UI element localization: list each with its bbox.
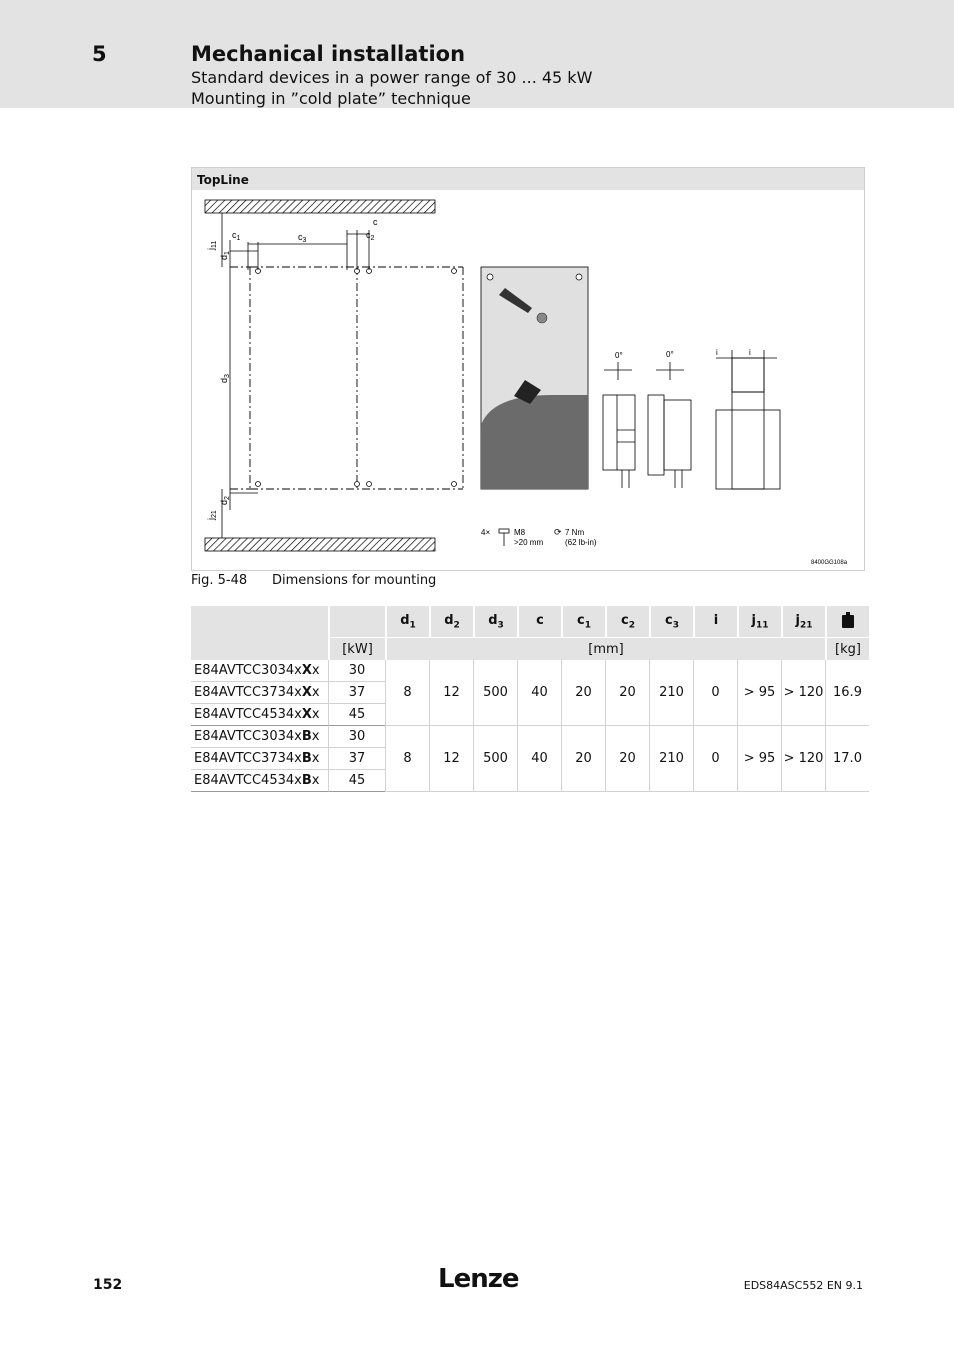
- model-cell: E84AVTCC3034xBx: [191, 726, 328, 748]
- header-c1: $c_1$: [561, 606, 605, 637]
- header-blank-kw: [328, 606, 385, 637]
- value-c2: 20: [605, 660, 649, 726]
- label-i-2: i: [749, 348, 751, 357]
- screw-count: 4×: [481, 528, 491, 537]
- table-row: [191, 660, 869, 682]
- page-number: 152: [93, 1277, 123, 1293]
- subtitle-power-range: Standard devices in a power range of 30 ... 45 kW: [191, 68, 593, 87]
- value-d3: 500: [473, 726, 517, 792]
- value-c1: 20: [561, 660, 605, 726]
- value-c: 40: [517, 660, 561, 726]
- subtitle-mounting: Mounting in ”cold plate” technique: [191, 89, 471, 108]
- figure-caption-text: Dimensions for mounting: [272, 573, 437, 588]
- label-d3: $d_3$: [219, 374, 231, 383]
- wall-hatch-top: [205, 200, 435, 213]
- label-d2: $d_2$: [219, 496, 231, 505]
- header-d2: $d_2$: [429, 606, 473, 637]
- angle-arrows: [604, 362, 684, 380]
- label-c1: $c_1$: [232, 230, 241, 242]
- label-c3: $c_3$: [298, 232, 307, 244]
- value-d2: 12: [429, 660, 473, 726]
- side-view-1: [603, 395, 635, 488]
- label-i-1: i: [716, 348, 718, 357]
- kw-cell: 45: [328, 704, 385, 726]
- value-d3: 500: [473, 660, 517, 726]
- header-c: c: [517, 606, 561, 637]
- front-view: [716, 350, 780, 489]
- value-j11: > 95: [737, 660, 781, 726]
- label-j11: $j_{11}$: [206, 240, 218, 250]
- kw-cell: 37: [328, 748, 385, 770]
- value-d1: 8: [385, 660, 429, 726]
- value-kg: 16.9: [825, 660, 869, 726]
- value-d1: 8: [385, 726, 429, 792]
- torque-imperial: (62 lb-in): [565, 538, 597, 547]
- figure-header: [192, 168, 864, 190]
- drawing-id: 8400GG108a: [811, 560, 848, 566]
- torque-icon: ⟳: [554, 527, 562, 537]
- mounting-outline: [230, 267, 463, 489]
- model-cell: E84AVTCC3734xXx: [191, 682, 328, 704]
- header-c3: $c_3$: [649, 606, 693, 637]
- figure-caption-number: Fig. 5-48: [191, 573, 248, 588]
- header-band: [0, 0, 954, 108]
- unit-kg: [kg]: [825, 637, 869, 660]
- table-header-row: [191, 606, 869, 637]
- torque-value: 7 Nm: [565, 528, 585, 537]
- label-angle-1: 0°: [615, 351, 623, 360]
- header-d3: $d_3$: [473, 606, 517, 637]
- paste-blob-icon: [537, 313, 547, 323]
- kw-cell: 30: [328, 726, 385, 748]
- screw-length: >20 mm: [514, 538, 544, 547]
- model-cell: E84AVTCC4534xBx: [191, 770, 328, 792]
- value-kg: 17.0: [825, 726, 869, 792]
- model-cell: E84AVTCC3034xXx: [191, 660, 328, 682]
- value-c3: 210: [649, 660, 693, 726]
- unit-kw: [kW]: [328, 637, 385, 660]
- value-c: 40: [517, 726, 561, 792]
- model-cell: E84AVTCC3734xBx: [191, 748, 328, 770]
- header-d1: $d_1$: [385, 606, 429, 637]
- label-angle-2: 0°: [666, 350, 674, 359]
- value-j11: > 95: [737, 726, 781, 792]
- header-blank: [191, 606, 328, 660]
- figure-panel-label: TopLine: [197, 173, 249, 187]
- value-j21: > 120: [781, 660, 825, 726]
- label-c2: $c_2$: [366, 230, 375, 242]
- label-j21: $j_{21}$: [206, 510, 218, 520]
- model-cell: E84AVTCC4534xXx: [191, 704, 328, 726]
- kw-cell: 45: [328, 770, 385, 792]
- value-i: 0: [693, 726, 737, 792]
- mounting-holes: [256, 269, 457, 487]
- value-c3: 210: [649, 726, 693, 792]
- kw-cell: 30: [328, 660, 385, 682]
- header-i: i: [693, 606, 737, 637]
- value-c1: 20: [561, 726, 605, 792]
- header-j21: $j_{21}$: [781, 606, 825, 637]
- value-d2: 12: [429, 726, 473, 792]
- mounting-drawing: [192, 190, 864, 570]
- figure-frame: [191, 167, 865, 571]
- side-view-2: [648, 395, 691, 488]
- header-weight: [825, 606, 869, 637]
- table-row: [191, 726, 869, 748]
- header-j11: $j_{11}$: [737, 606, 781, 637]
- screw-size: M8: [514, 528, 526, 537]
- dimensions-table: [191, 606, 869, 792]
- screw-icon: [499, 529, 509, 546]
- unit-mm: [mm]: [385, 637, 825, 660]
- chapter-number: 5: [92, 42, 107, 66]
- cold-plate-shadow: [481, 395, 588, 489]
- value-c2: 20: [605, 726, 649, 792]
- label-c: c: [373, 217, 378, 227]
- value-j21: > 120: [781, 726, 825, 792]
- weight-icon: [841, 612, 855, 628]
- chapter-title: Mechanical installation: [191, 42, 466, 66]
- header-c2: $c_2$: [605, 606, 649, 637]
- wall-hatch-bottom: [205, 538, 435, 551]
- kw-cell: 37: [328, 682, 385, 704]
- value-i: 0: [693, 660, 737, 726]
- label-d1: $d_1$: [219, 251, 231, 260]
- lenze-logo: Lenze: [438, 1264, 519, 1294]
- document-id: EDS84ASC552 EN 9.1: [743, 1279, 863, 1292]
